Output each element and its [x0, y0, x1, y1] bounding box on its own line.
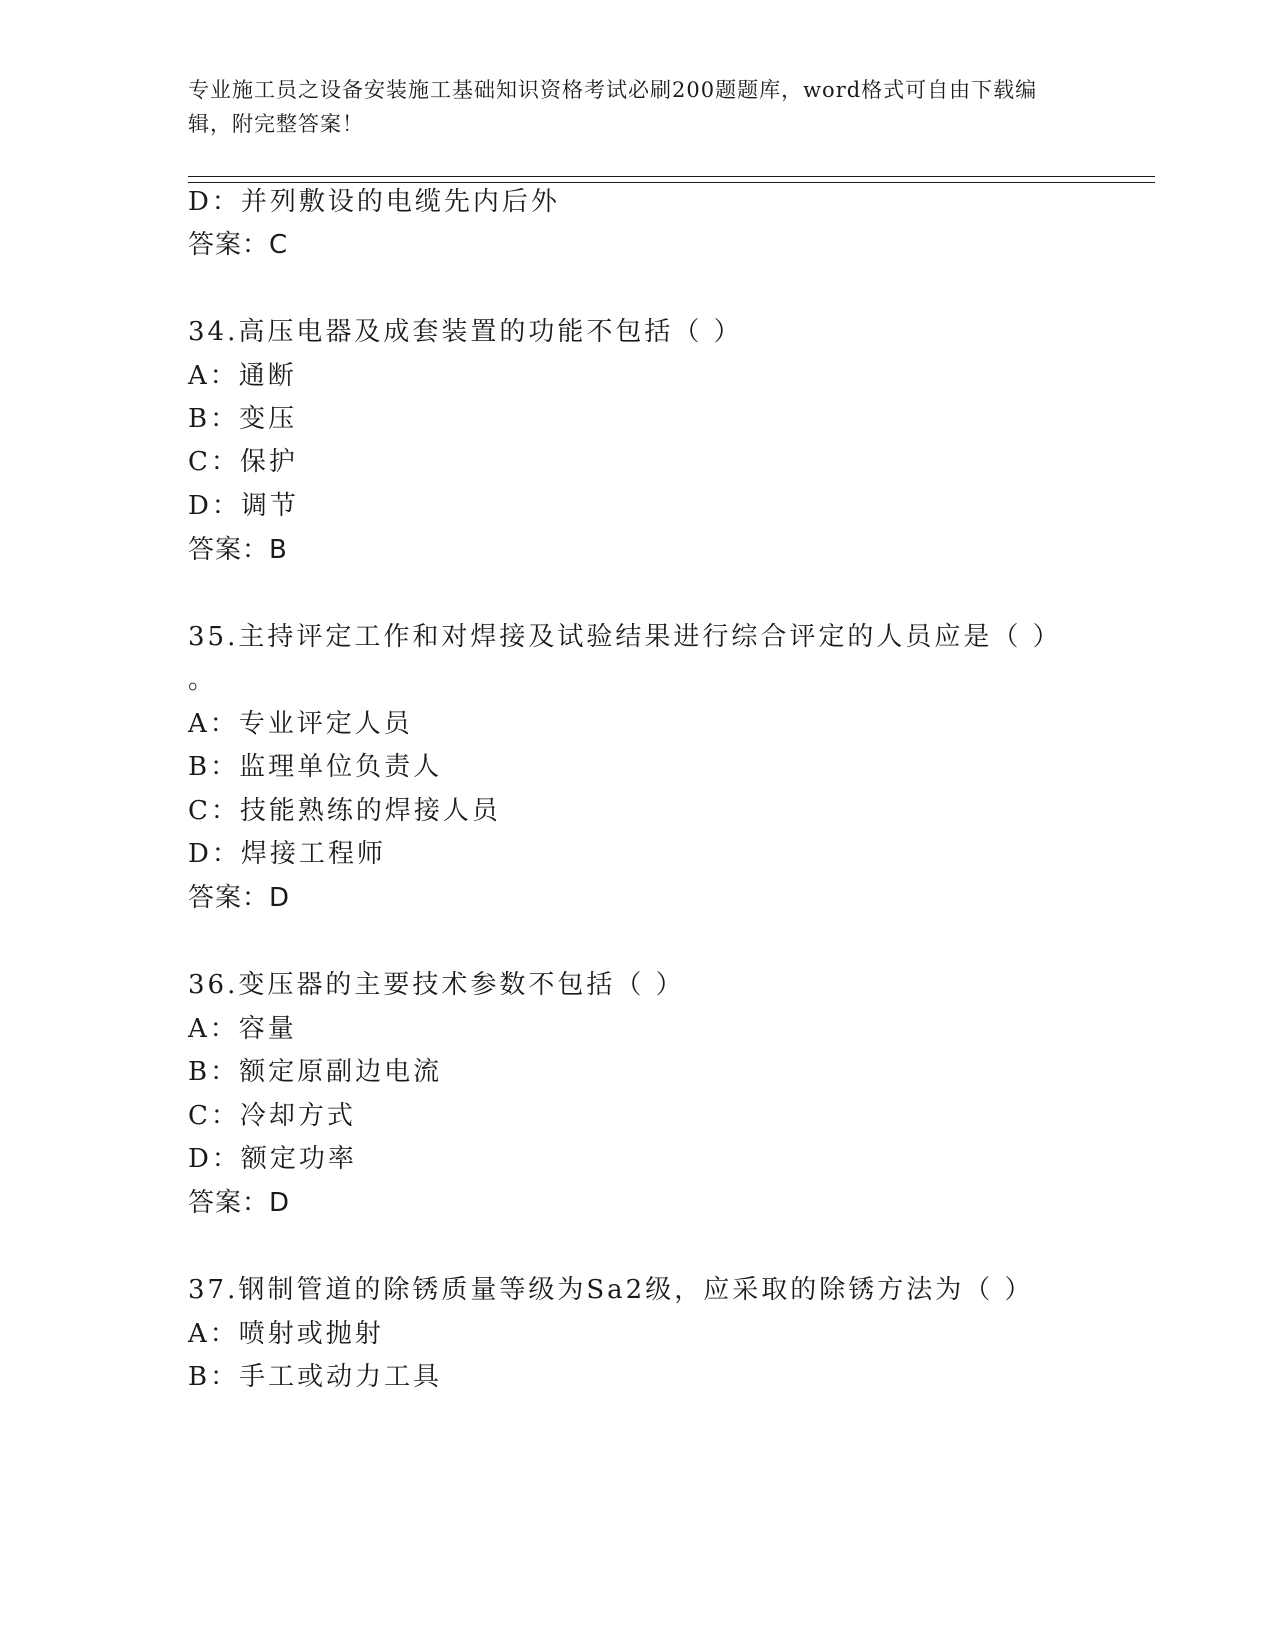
option-d: D：额定功率: [188, 1144, 357, 1174]
header-divider-top: [188, 176, 1155, 177]
question-stem: 36.变压器的主要技术参数不包括（ ）: [188, 970, 685, 1000]
answer-line: 答案：B: [188, 535, 288, 565]
answer-line: 答案：C: [188, 230, 289, 260]
option-a: A：通断: [188, 361, 297, 391]
option-b: B：变压: [188, 404, 298, 434]
document-header: 专业施工员之设备安装施工基础知识资格考试必刷200题题库，word格式可自由下载编辑，附完整答案！: [188, 78, 1038, 136]
option-d: D：调节: [188, 491, 299, 521]
option-a: A：专业评定人员: [188, 709, 413, 739]
option-c: C：冷却方式: [188, 1101, 356, 1131]
header-divider-bottom: [188, 182, 1155, 183]
option-a: A：喷射或抛射: [188, 1319, 384, 1349]
option-d: D：焊接工程师: [188, 839, 386, 869]
question-stem: 34.高压电器及成套装置的功能不包括（ ）: [188, 317, 743, 347]
option-c: C：技能熟练的焊接人员: [188, 796, 501, 826]
option-c: C：保护: [188, 447, 298, 477]
question-stem: 35.主持评定工作和对焊接及试验结果进行综合评定的人员应是（ ）: [188, 622, 1062, 652]
question-stem: 37.钢制管道的除锈质量等级为Sa2级，应采取的除锈方法为（ ）: [188, 1275, 1034, 1305]
option-b: B：监理单位负责人: [188, 752, 443, 782]
option-b: B：手工或动力工具: [188, 1362, 443, 1392]
answer-line: 答案：D: [188, 883, 291, 913]
option-d: D：并列敷设的电缆先内后外: [188, 187, 560, 217]
option-a: A：容量: [188, 1014, 297, 1044]
answer-line: 答案：D: [188, 1188, 291, 1218]
question-stem-continuation: 。: [188, 665, 218, 695]
option-b: B：额定原副边电流: [188, 1057, 443, 1087]
